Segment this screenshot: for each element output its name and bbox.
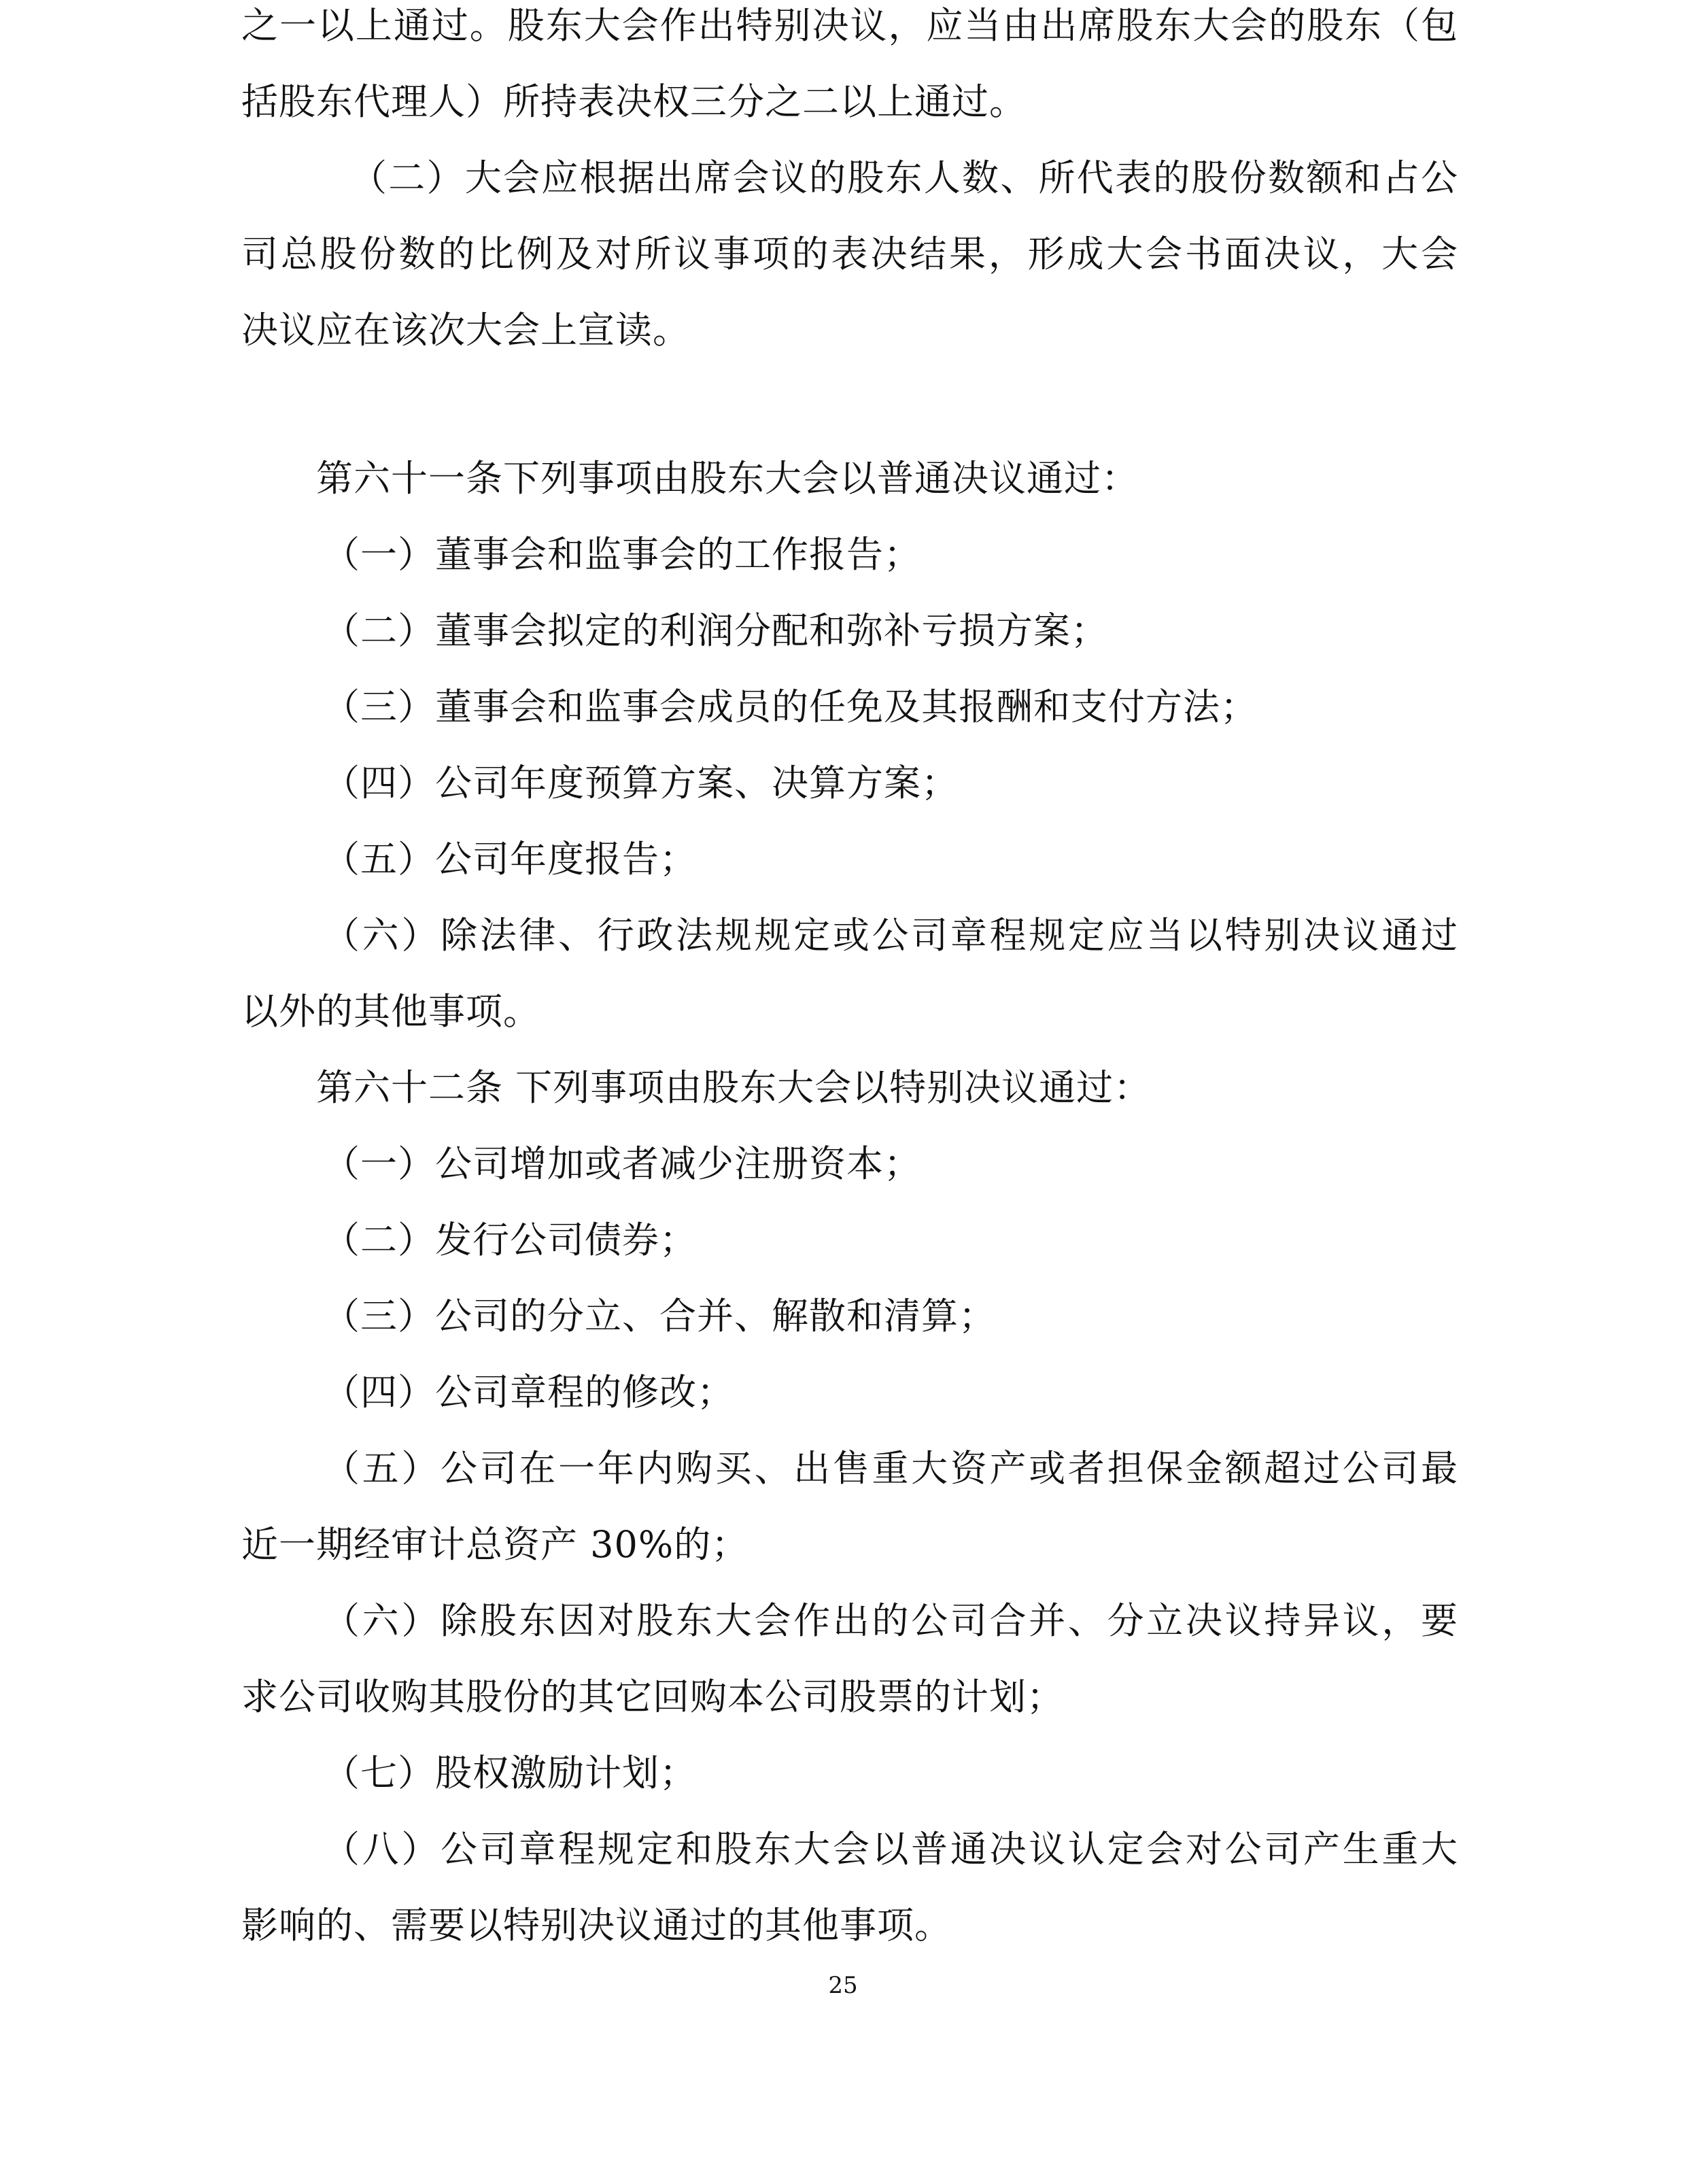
- list-item: （四）公司章程的修改；: [323, 1371, 734, 1414]
- list-item: （二）董事会拟定的利润分配和弥补亏损方案；: [323, 609, 1108, 652]
- list-item: （二）发行公司债券；: [323, 1218, 697, 1261]
- text-line: 司总股份数的比例及对所议事项的表决结果，形成大会书面决议，大会: [241, 233, 1458, 275]
- article-heading: 第六十二条 下列事项由股东大会以特别决议通过：: [316, 1066, 1152, 1109]
- list-item: （五）公司在一年内购买、出售重大资产或者担保金额超过公司最: [323, 1447, 1458, 1490]
- list-item: （四）公司年度预算方案、决算方案；: [323, 762, 959, 804]
- list-item-continuation: 影响的、需要以特别决议通过的其他事项。: [241, 1904, 952, 1947]
- list-item: （三）董事会和监事会成员的任免及其报酬和支付方法；: [323, 685, 1258, 728]
- list-item: （一）董事会和监事会的工作报告；: [323, 533, 921, 576]
- list-item-continuation: 近一期经审计总资产 30%的；: [241, 1523, 749, 1566]
- list-item: （六）除法律、行政法规规定或公司章程规定应当以特别决议通过: [323, 914, 1458, 957]
- list-item: （一）公司增加或者减少注册资本；: [323, 1142, 921, 1185]
- list-item: （六）除股东因对股东大会作出的公司合并、分立决议持异议，要: [323, 1599, 1458, 1642]
- list-item-continuation: 求公司收购其股份的其它回购本公司股票的计划；: [241, 1675, 1064, 1718]
- list-item: （七）股权激励计划；: [323, 1752, 697, 1794]
- list-item: （五）公司年度报告；: [323, 838, 697, 881]
- list-item-continuation: 以外的其他事项。: [241, 990, 540, 1033]
- page-number: 25: [828, 1972, 858, 1999]
- article-heading: 第六十一条下列事项由股东大会以普通决议通过：: [316, 457, 1139, 500]
- text-line: 之一以上通过。股东大会作出特别决议，应当由出席股东大会的股东（包: [241, 4, 1458, 47]
- text-line: （二）大会应根据出席会议的股东人数、所代表的股份数额和占公: [350, 156, 1458, 199]
- list-item: （三）公司的分立、合并、解散和清算；: [323, 1295, 996, 1337]
- text-line: 决议应在该次大会上宣读。: [241, 309, 690, 352]
- text-line: 括股东代理人）所持表决权三分之二以上通过。: [241, 80, 1027, 123]
- list-item: （八）公司章程规定和股东大会以普通决议认定会对公司产生重大: [323, 1828, 1458, 1871]
